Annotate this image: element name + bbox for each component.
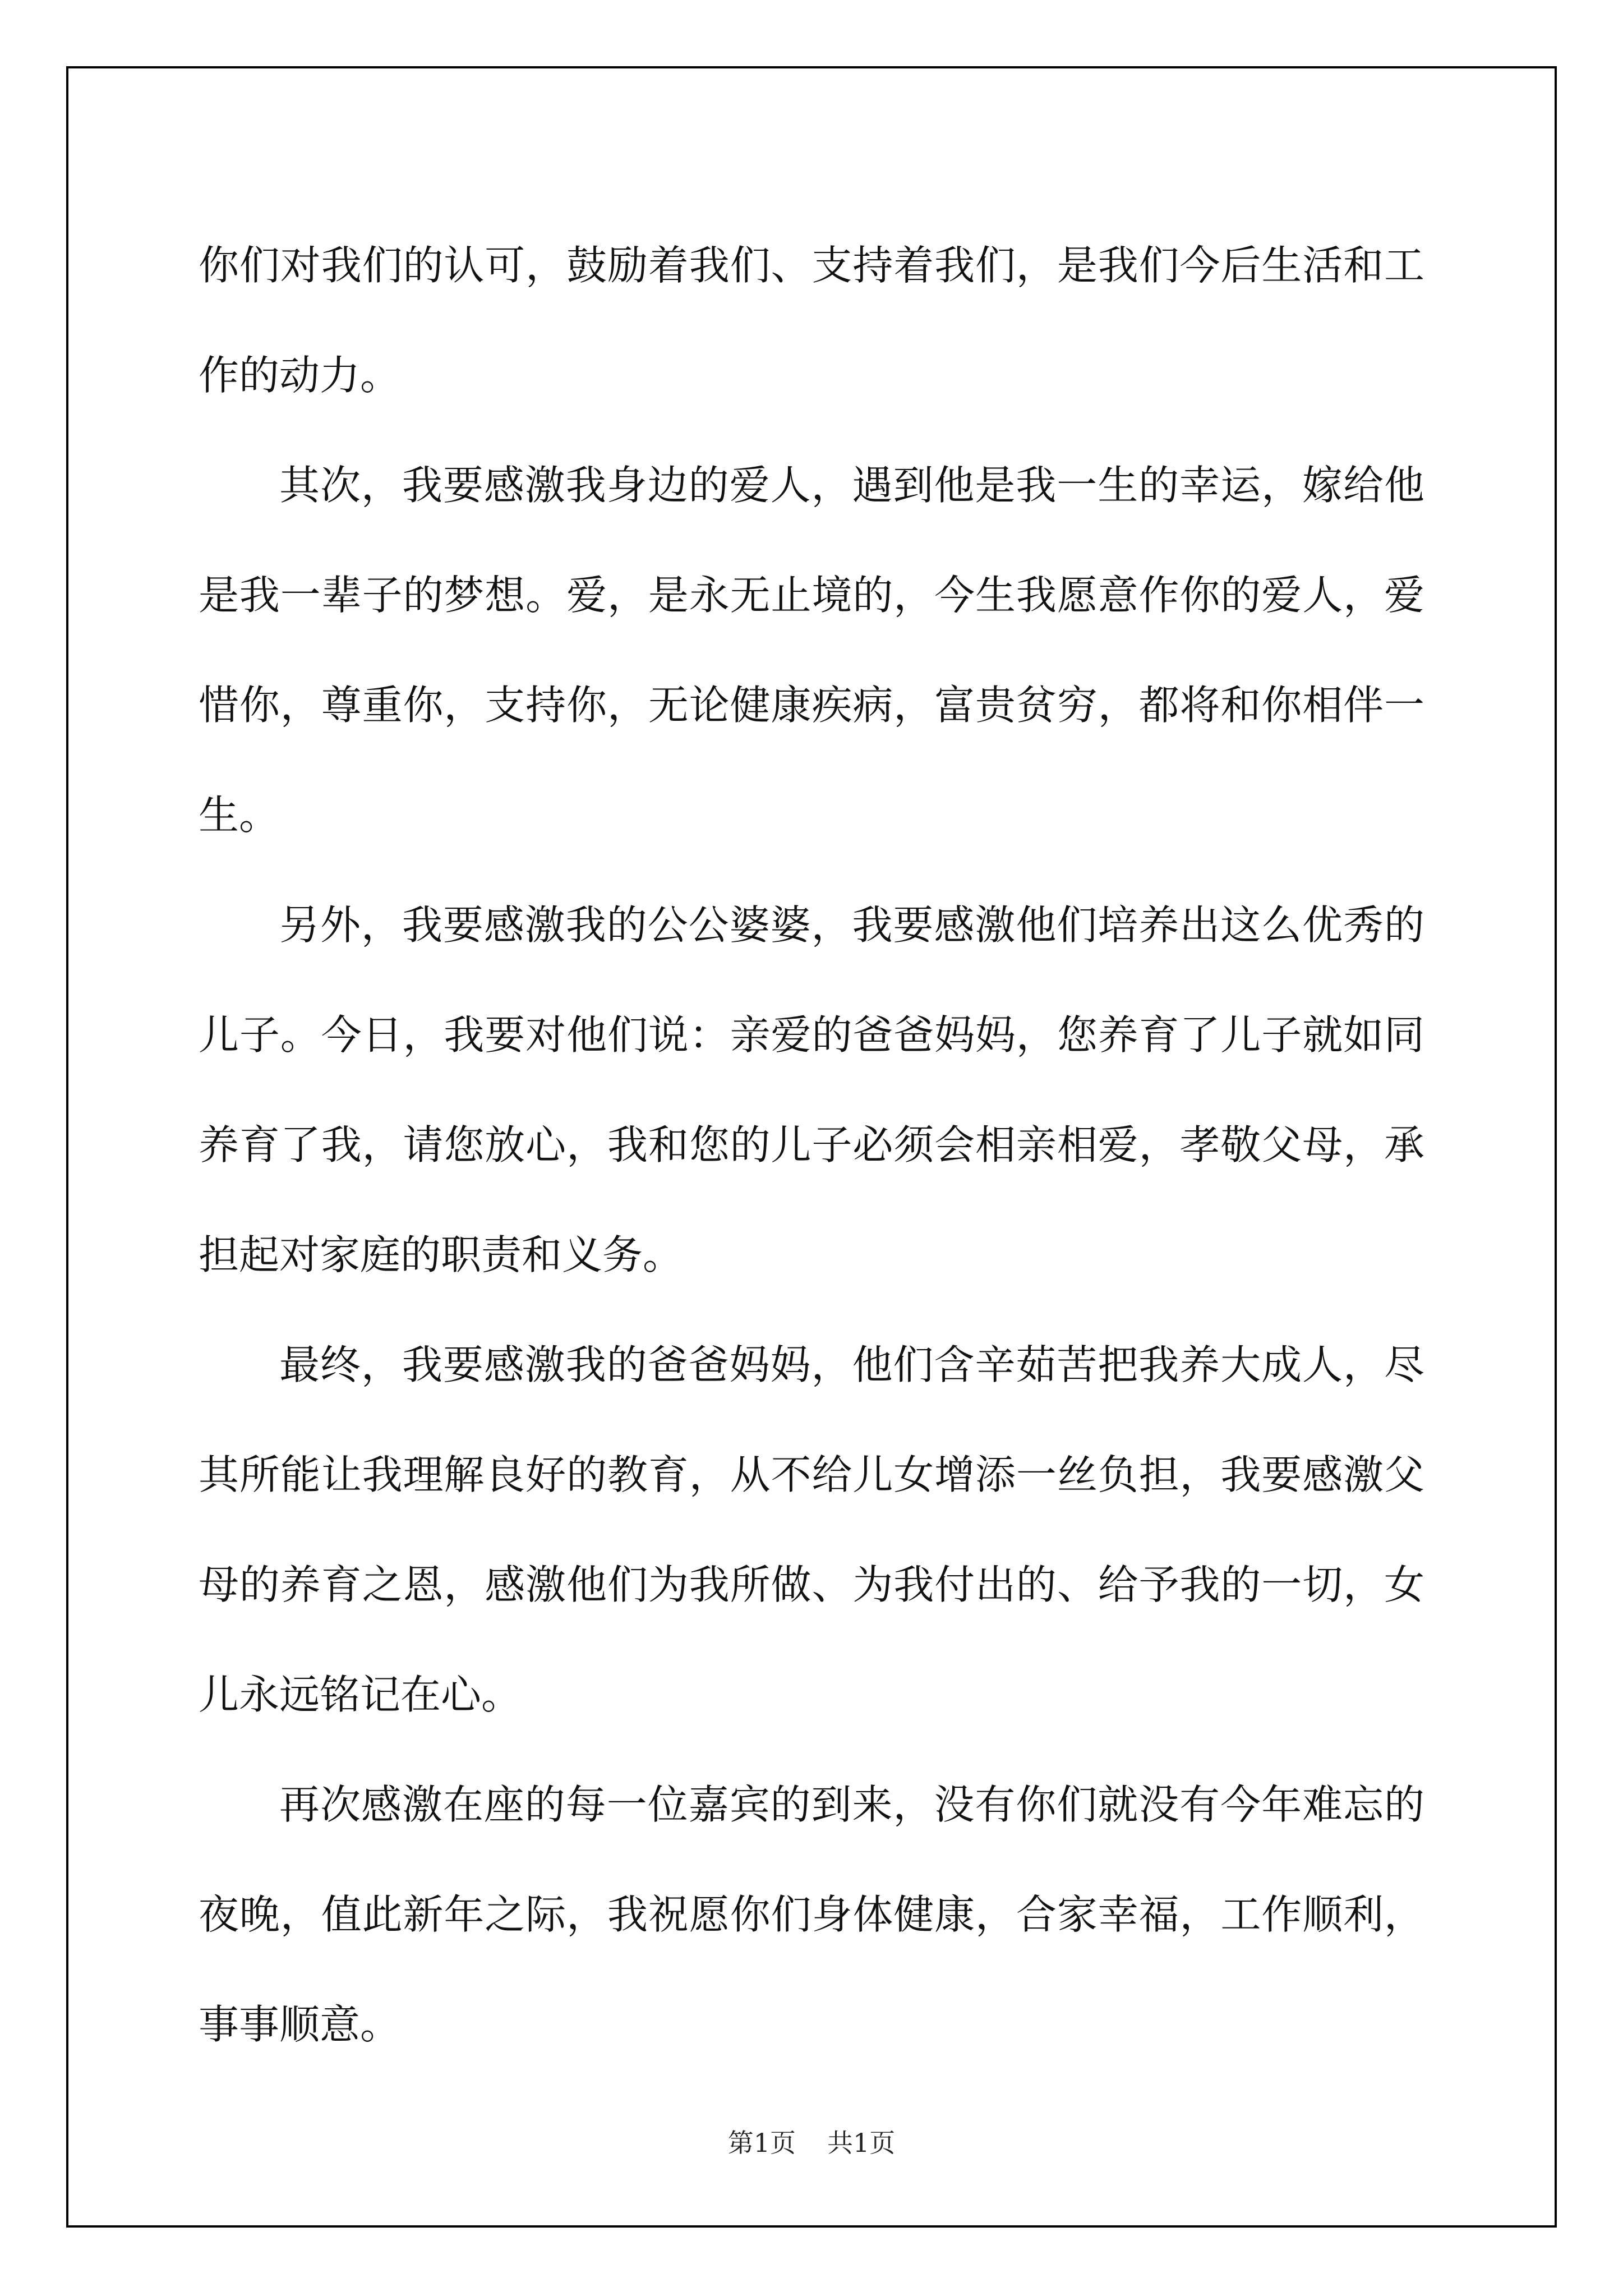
paragraph-2: 其次，我要感激我身边的爱人，遇到他是我一生的幸运，嫁给他是我一辈子的梦想。爱，是永无止境的，今生我愿意作你的爱人，爱惜你，尊重你，支持你，无论健康疾病，富贵贫穷，都将和你相伴一生。 — [199, 462, 1424, 839]
paragraph-3: 另外，我要感激我的公公婆婆，我要感激他们培养出这么优秀的儿子。今日，我要对他们说：亲爱的爸爸妈妈，您养育了儿子就如同养育了我，请您放心，我和您的儿子必须会相亲相爱，孝敬父母，承担起对家庭的职责和义务。 — [199, 901, 1424, 1278]
document-body — [199, 210, 1424, 2079]
paragraph-1: 你们对我们的认可，鼓励着我们、支持着我们，是我们今后生活和工作的动力。 — [199, 242, 1424, 399]
page-footer — [0, 2126, 1623, 2160]
page-number: 第1页 — [727, 2128, 796, 2158]
paragraph-4: 最终，我要感激我的爸爸妈妈，他们含辛茹苦把我养大成人，尽其所能让我理解良好的教育，从不给儿女增添一丝负担，我要感激父母的养育之恩，感激他们为我所做、为我付出的、给予我的一切，女儿永远铭记在心。 — [199, 1341, 1424, 1718]
page-total: 共1页 — [827, 2128, 896, 2158]
paragraph-5: 再次感激在座的每一位嘉宾的到来，没有你们就没有今年难忘的夜晚，值此新年之际，我祝愿你们身体健康，合家幸福，工作顺利，事事顺意。 — [199, 1781, 1424, 2048]
